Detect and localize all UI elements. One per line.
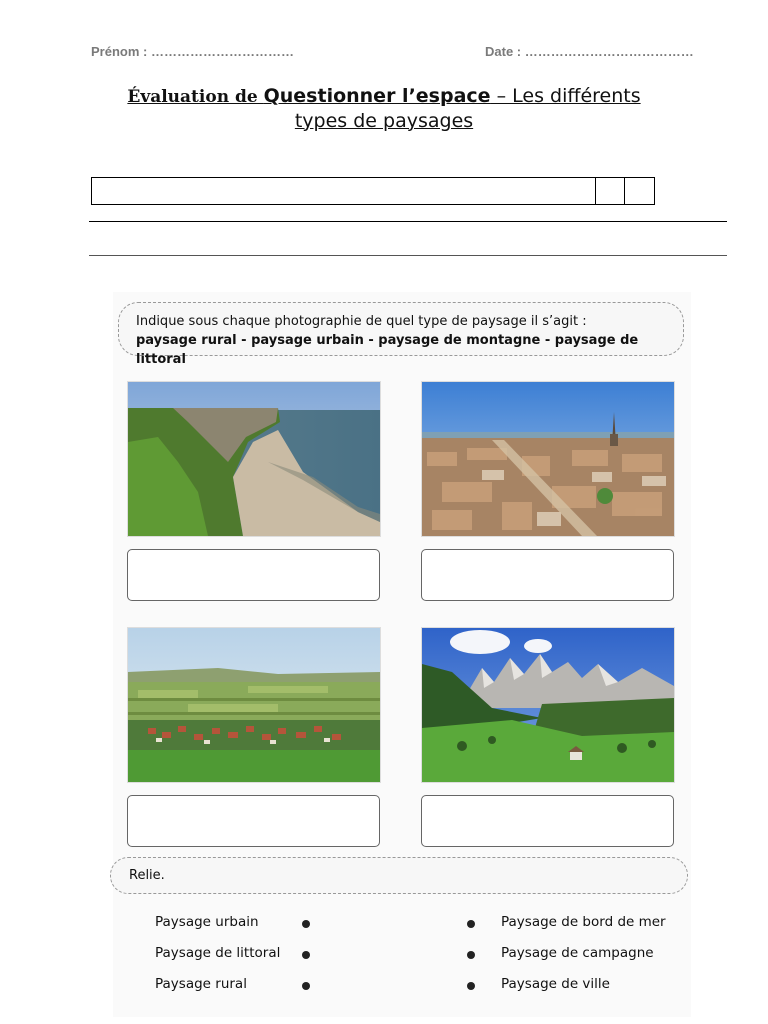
answer-box-1[interactable] (127, 549, 380, 601)
writing-line (89, 221, 727, 222)
littoral-cliff-photo (128, 382, 380, 536)
answer-box-2[interactable] (421, 549, 674, 601)
relie-instruction-box (110, 857, 688, 894)
date-field: Date : ………………………………… (485, 44, 694, 59)
score-table (91, 177, 655, 205)
prenom-field: Prénom : …………………………… (91, 44, 294, 59)
match-right-item: Paysage de campagne (501, 945, 654, 961)
score-cell-2 (624, 178, 625, 204)
answer-box-4[interactable] (421, 795, 674, 847)
match-right-item: Paysage de bord de mer (501, 914, 666, 930)
match-right-item: Paysage de ville (501, 976, 610, 992)
match-right-dot[interactable] (467, 951, 475, 959)
city-aerial-photo (422, 382, 674, 536)
match-right-dot[interactable] (467, 920, 475, 928)
score-cell-1 (595, 178, 596, 204)
answer-box-3[interactable] (127, 795, 380, 847)
instruction-text: Indique sous chaque photographie de quel type de paysage il s’agit : (136, 314, 587, 329)
match-left-dot[interactable] (302, 920, 310, 928)
match-left-item: Paysage urbain (155, 914, 259, 930)
match-right-dot[interactable] (467, 982, 475, 990)
title-part-1: Évaluation de (127, 87, 264, 107)
title-part-2: Questionner l’espace (263, 85, 491, 107)
writing-line (89, 255, 727, 256)
countryside-village-photo (128, 628, 380, 782)
instruction-box (118, 302, 684, 367)
relie-label: Relie. (129, 868, 165, 883)
match-left-item: Paysage rural (155, 976, 247, 992)
page-title (100, 84, 668, 134)
instruction-options: paysage rural - paysage urbain - paysage de montagne - paysage de littoral (136, 333, 639, 367)
match-left-item: Paysage de littoral (155, 945, 281, 961)
match-left-dot[interactable] (302, 982, 310, 990)
match-left-dot[interactable] (302, 951, 310, 959)
mountain-meadow-photo (422, 628, 674, 782)
title-part-3: – Les différents types de paysages (294, 85, 641, 132)
